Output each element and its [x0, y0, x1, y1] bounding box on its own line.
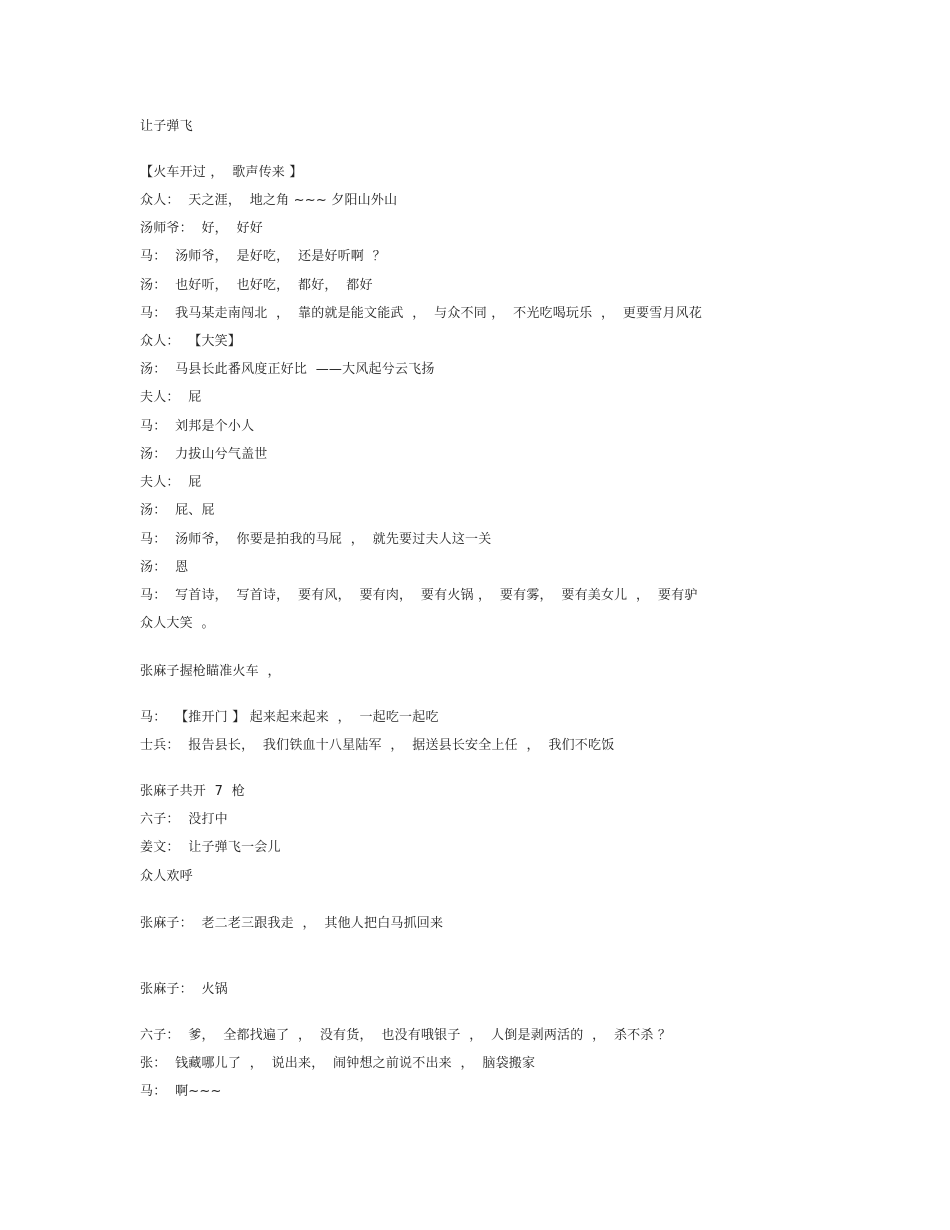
script-line-26: 张麻子： 火锅: [140, 982, 228, 997]
script-line-2: 众人： 天之涯， 地之角 ~~~ 夕阳山外山: [140, 193, 398, 208]
script-line-19: 马： 【推开门 】 起来起来起来 ， 一起吃一起吃: [140, 710, 439, 725]
script-line-17: 众人大笑 。: [140, 616, 215, 631]
script-line-11: 汤： 力拔山兮气盖世: [140, 447, 268, 462]
script-line-18: 张麻子握枪瞄准火车 ，: [140, 664, 281, 679]
script-line-24: 众人欢呼: [140, 869, 193, 884]
script-line-1: 【火车开过 ， 歌声传来 】: [140, 165, 303, 180]
script-line-22: 六子： 没打中: [140, 812, 228, 827]
script-line-12: 夫人： 屁: [140, 475, 202, 490]
script-line-27: 六子： 爹， 全都找遍了 ， 没有货， 也没有哦银子 ， 人倒是剥两活的 ， 杀不杀 ？: [140, 1028, 672, 1043]
script-line-25: 张麻子： 老二老三跟我走 ， 其他人把白马抓回来: [140, 916, 444, 931]
script-line-5: 汤： 也好听， 也好吃， 都好， 都好: [140, 278, 373, 293]
script-line-8: 汤： 马县长此番风度正好比 ——大风起兮云飞扬: [140, 362, 435, 377]
script-line-29: 马： 啊~~~: [140, 1084, 222, 1099]
script-line-4: 马： 汤师爷， 是好吃， 还是好听啊 ？: [140, 249, 386, 264]
script-line-20: 士兵： 报告县长， 我们铁血十八星陆军 ， 据送县长安全上任 ， 我们不吃饭: [140, 738, 615, 753]
script-line-3: 汤师爷： 好， 好好: [140, 221, 263, 236]
script-line-15: 汤： 恩: [140, 560, 189, 575]
script-line-28: 张： 钱藏哪儿了 ， 说出来， 闹钟想之前说不出来 ， 脑袋搬家: [140, 1056, 536, 1071]
script-line-21: 张麻子共开 7 枪: [140, 784, 246, 799]
script-line-13: 汤： 屁、屁: [140, 503, 215, 518]
script-line-14: 马： 汤师爷， 你要是拍我的马屁 ， 就先要过夫人这一关: [140, 532, 492, 547]
script-line-9: 夫人： 屁: [140, 390, 202, 405]
script-line-6: 马： 我马某走南闯北 ， 靠的就是能文能武 ， 与众不同 ， 不光吃喝玩乐 ， 更要雪月风花: [140, 306, 703, 321]
script-line-10: 马： 刘邦是个小人: [140, 419, 255, 434]
script-line-7: 众人： 【大笑】: [140, 334, 242, 349]
script-line-23: 姜文： 让子弹飞一会儿: [140, 840, 281, 855]
document-title: 让子弹飞: [140, 119, 193, 134]
script-line-16: 马： 写首诗， 写首诗， 要有风， 要有肉， 要有火锅 ， 要有雾， 要有美女儿 ， 要有驴: [140, 588, 698, 603]
